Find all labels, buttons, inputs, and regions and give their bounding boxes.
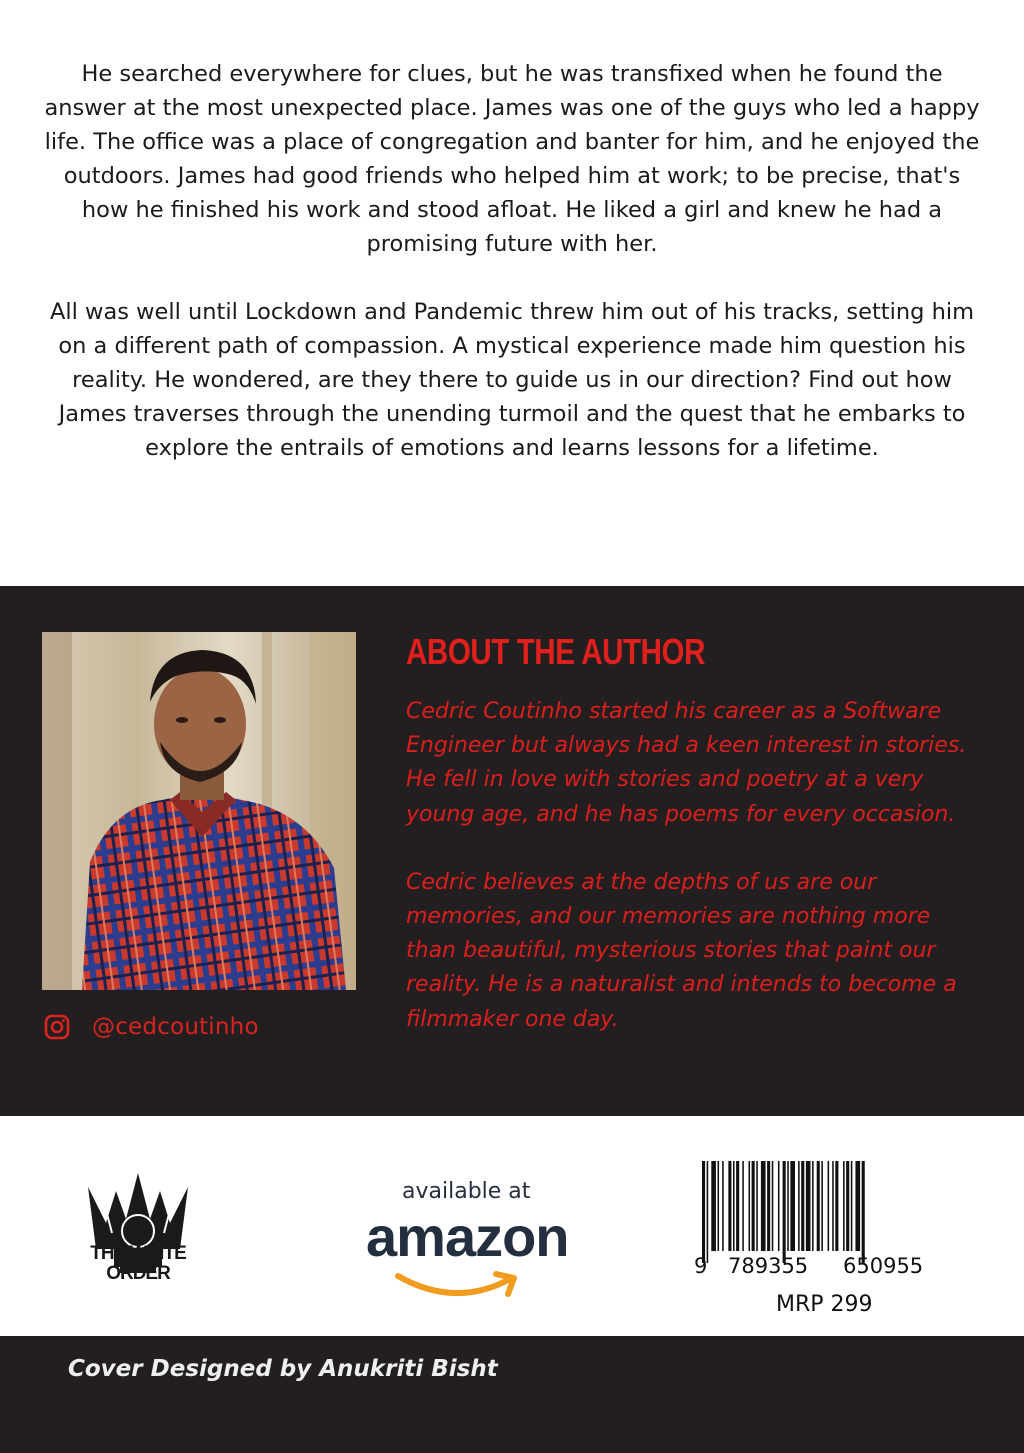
barcode-bar <box>767 1161 770 1251</box>
barcode-bar <box>843 1161 845 1251</box>
amazon-logo-text: amazon <box>366 1205 569 1268</box>
barcode-bar <box>801 1161 804 1251</box>
price-label: MRP 299 <box>776 1292 873 1317</box>
barcode-bar <box>832 1161 834 1251</box>
barcode-bar <box>812 1161 814 1251</box>
barcode-bar <box>733 1161 735 1251</box>
barcode-bar <box>756 1161 758 1251</box>
barcode-bar <box>821 1161 823 1251</box>
social-handle[interactable] <box>44 1014 259 1040</box>
amazon-smile-icon <box>392 1266 522 1306</box>
barcode-bar <box>728 1161 731 1251</box>
footer-bar <box>0 1336 1024 1453</box>
barcode-bar <box>711 1161 716 1251</box>
about-author-paragraph-2: Cedric believes at the depths of us are our memories, and our memories are nothing more than beautiful, mysterious stories that paint our reality. He is a naturalist and intends to become a filmmaker one day. <box>406 869 957 1032</box>
barcode-bar <box>855 1161 860 1251</box>
barcode-bar <box>787 1161 789 1251</box>
barcode-bar <box>749 1161 751 1251</box>
publisher-name-line-1: THE WRITE <box>90 1243 186 1264</box>
barcode-bar <box>846 1161 849 1251</box>
barcode-bar <box>772 1161 774 1251</box>
publisher-logo-text <box>66 1244 210 1284</box>
barcode-bar <box>862 1161 865 1263</box>
back-cover-blurb <box>40 57 984 465</box>
barcode-bar <box>828 1161 830 1251</box>
barcode-bar <box>798 1161 800 1251</box>
barcode-bar <box>817 1161 820 1251</box>
barcode-bar <box>707 1161 709 1263</box>
author-photo <box>42 632 356 990</box>
about-author-heading: ABOUT THE AUTHOR <box>406 631 706 672</box>
barcode-digits-left: 789355 <box>728 1254 809 1278</box>
barcode-bar <box>742 1161 744 1251</box>
barcode-digit-first: 9 <box>694 1254 708 1278</box>
publisher-name-line-2: ORDER <box>106 1263 170 1284</box>
barcode-bar <box>835 1161 838 1251</box>
barcode-bar <box>806 1161 811 1251</box>
barcode-bar <box>783 1161 786 1263</box>
barcode-bar <box>702 1161 705 1263</box>
publisher-strip <box>0 1116 1024 1336</box>
barcode-bar <box>761 1161 766 1251</box>
isbn-barcode <box>694 1161 934 1263</box>
barcode-digits-right: 650955 <box>843 1254 924 1278</box>
about-author-section <box>0 586 1024 1116</box>
barcode-bar <box>790 1161 795 1251</box>
barcode-bar <box>718 1161 720 1251</box>
barcode-bar <box>752 1161 755 1251</box>
instagram-icon <box>44 1014 70 1040</box>
about-author-paragraph-1: Cedric Coutinho started his career as a Software Engineer but always had a keen interest in stories. He fell in love with stories and poetry at a very young age, and he has poems for every occasion. <box>406 699 967 827</box>
barcode-bar <box>851 1161 853 1251</box>
barcode-bar <box>722 1161 724 1251</box>
available-at-label: available at <box>402 1179 531 1204</box>
cover-designer-credit: Cover Designed by Anukriti Bisht <box>68 1356 498 1382</box>
social-handle-text: @cedcoutinho <box>92 1014 259 1040</box>
barcode-bar <box>736 1161 739 1251</box>
blurb-paragraph-1: He searched everywhere for clues, but he was transfixed when he found the answer at the most unexpected place. James was one of the guys who led a happy life. The office was a place of congregation and banter for him, and he enjoyed the outdoors. James had good friends who helped him at work; to be precise, that's how he finished his work and stood afloat. He liked a girl and knew he had a promising future with her. <box>44 61 980 257</box>
blurb-paragraph-2: All was well until Lockdown and Pandemic threw him out of his tracks, setting him on a different path of compassion. A mystical experience made him question his reality. He wondered, are they there to guide us in our direction? Find out how James traverses through the unending turmoil and the quest that he embarks to explore the entrails of emotions and learns lessons for a lifetime. <box>50 299 974 461</box>
barcode-bar <box>778 1161 780 1251</box>
about-author-text <box>406 695 986 1037</box>
